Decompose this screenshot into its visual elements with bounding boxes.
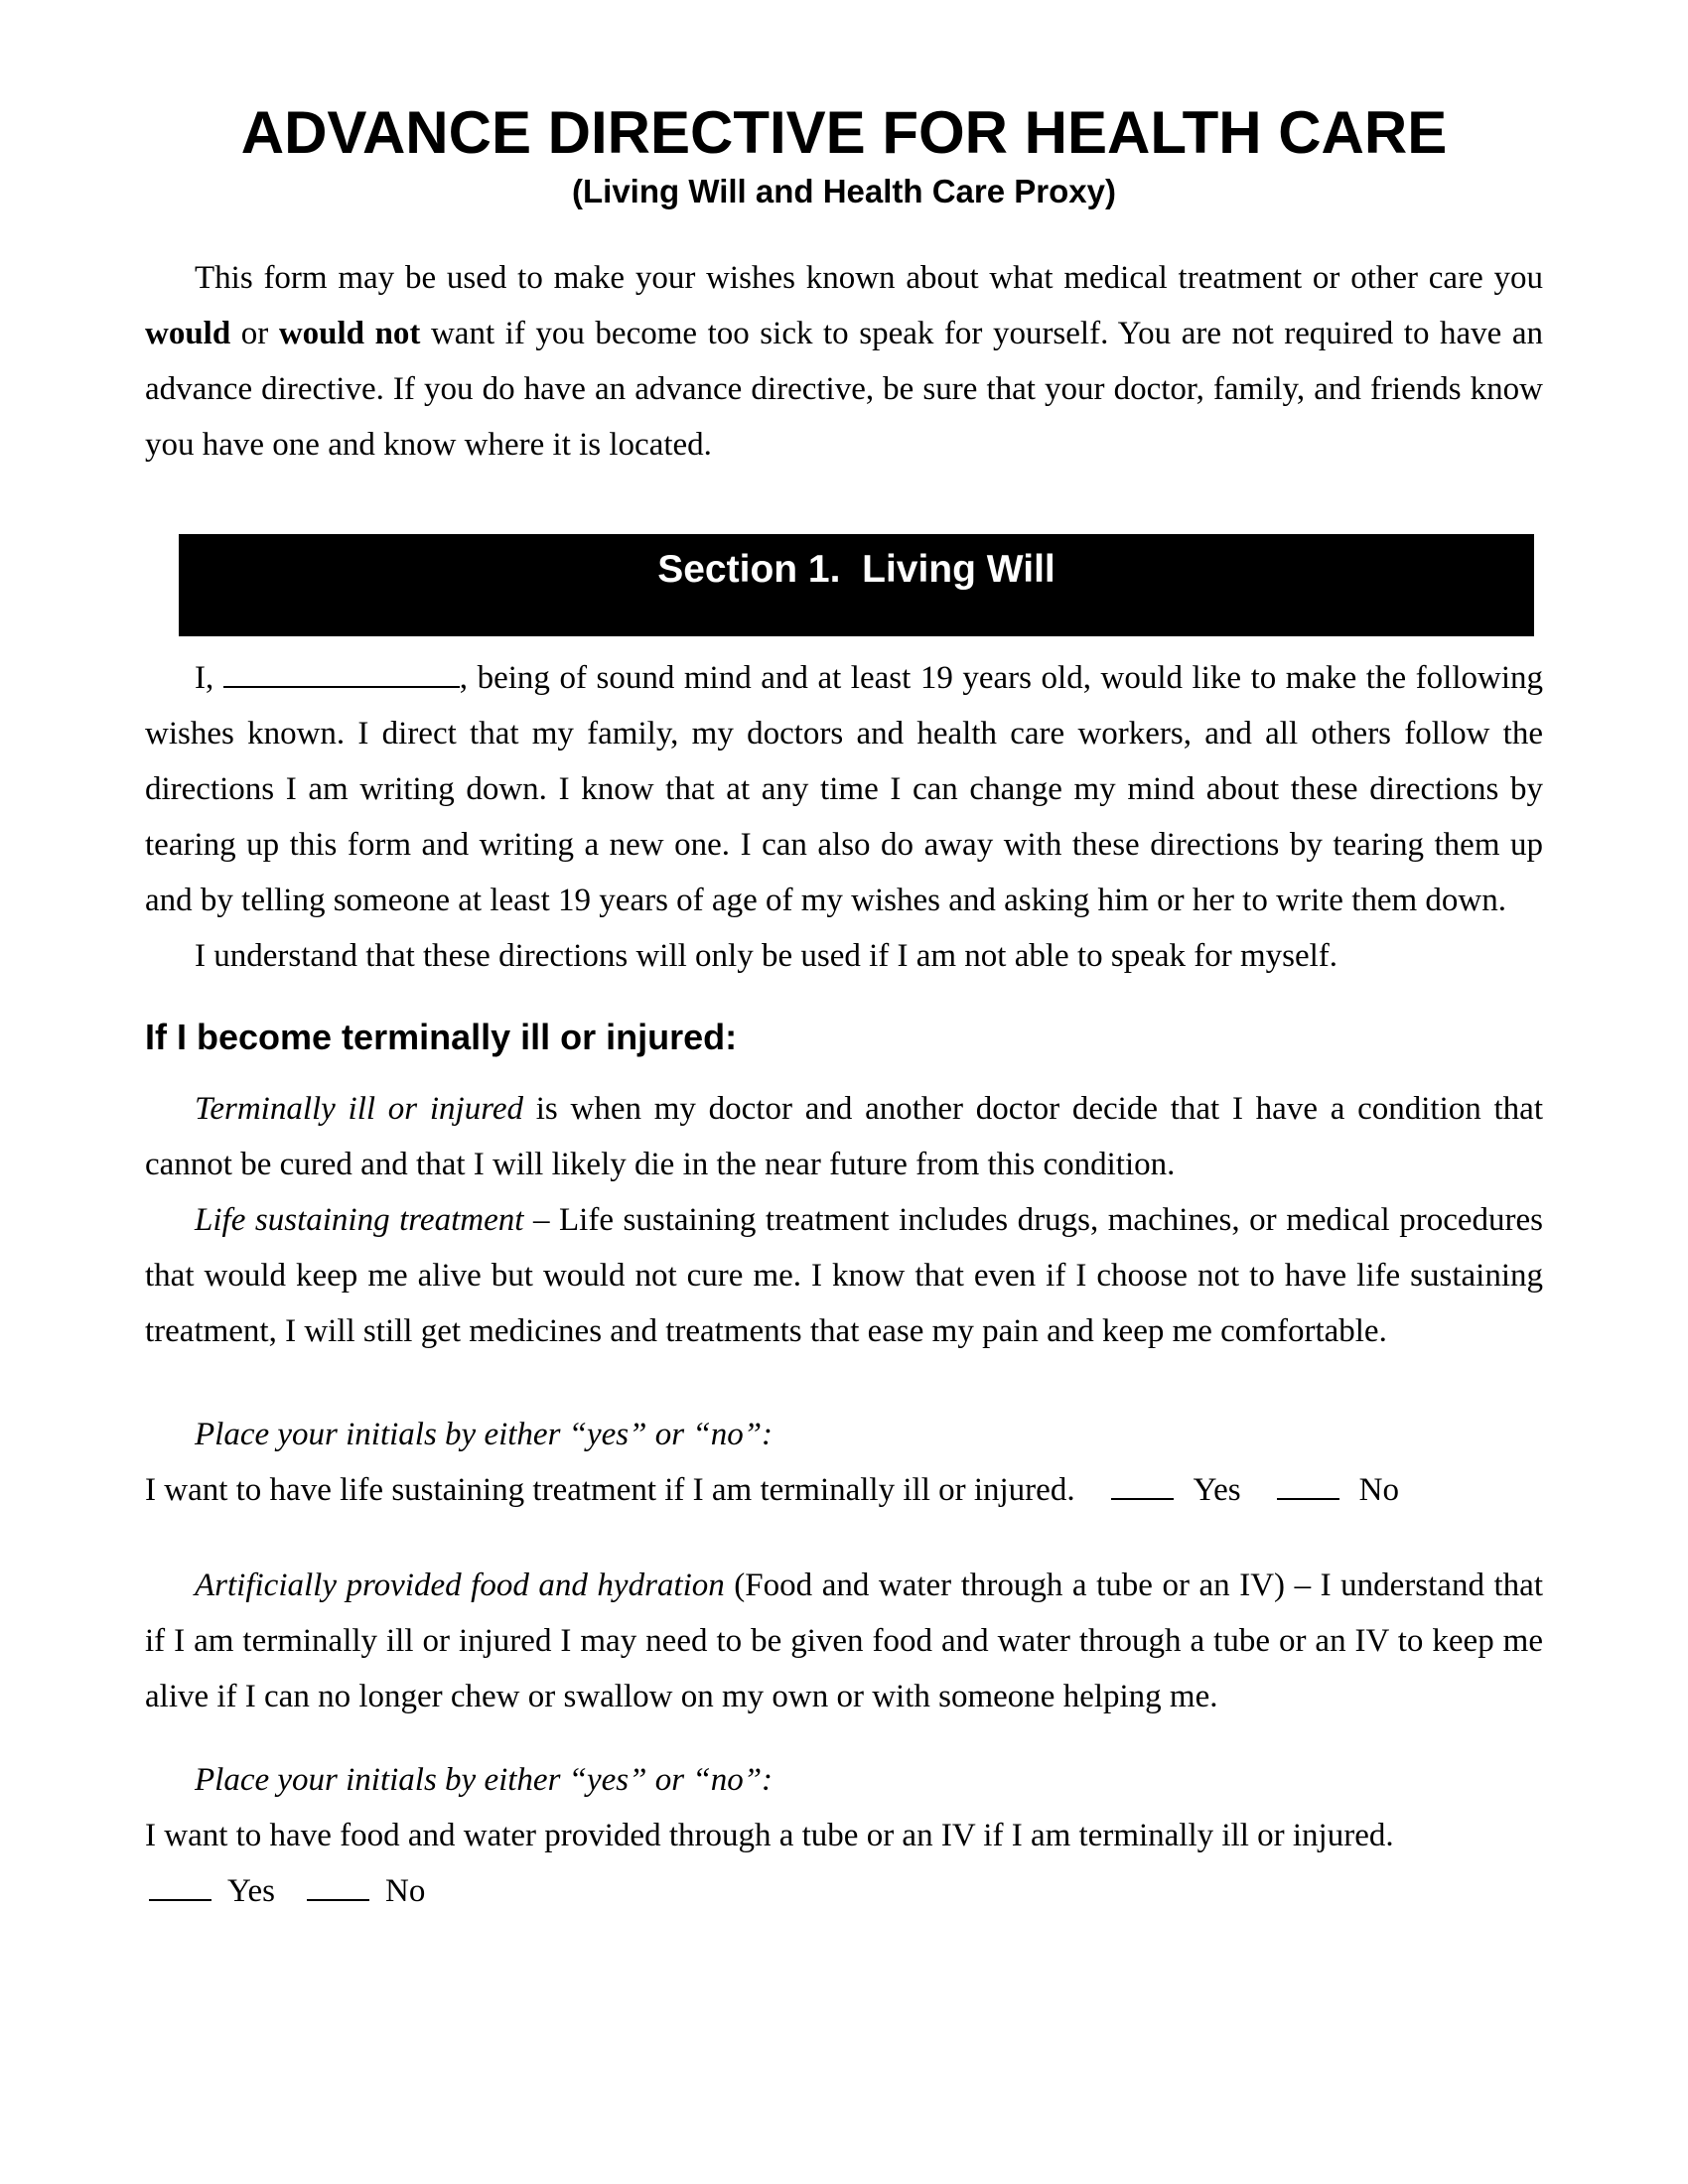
life-sustaining-definition <box>145 1192 1543 1359</box>
q2-no-label: No <box>385 1873 426 1909</box>
terminally-ill-text: is when my doctor and another doctor decide that I have a condition that cannot be cured and that I will likely die in the near future from this condition. <box>145 1091 1543 1182</box>
terminally-ill-heading: If I become terminally ill or injured: <box>145 1017 738 1057</box>
initials-prompt-1 <box>145 1407 1543 1462</box>
intro-text-1: This form may be used to make your wishes known about what medical treatment or other care you <box>195 260 1543 296</box>
terminally-ill-definition <box>145 1081 1543 1192</box>
life-sustaining-text: – Life sustaining treatment includes drugs, machines, or medical procedures that would keep me alive but would not cure me. I know that even if I choose not to have life sustaining treatment, I will still get medicines and treatments that ease my pain and keep me comfortable. <box>145 1202 1543 1349</box>
living-will-opening-paragraph <box>145 650 1543 928</box>
question-food-water-answers <box>145 1863 1543 1919</box>
food-hydration-text: (Food and water through a tube or an IV) – I understand that if I am terminally ill or injured I may need to be given food and water through a tube or an IV to keep me alive if I can no longer chew or swallow on my own or with someone helping me. <box>145 1568 1543 1714</box>
initials-prompt-2-text: Place your initials by either “yes” or “no”: <box>195 1762 774 1798</box>
food-hydration-definition <box>145 1558 1543 1724</box>
q2-yes-label: Yes <box>227 1873 276 1909</box>
q2-initials-blank-no[interactable] <box>307 1871 369 1901</box>
intro-paragraph <box>145 250 1543 473</box>
opening-text-pre: I, <box>195 660 223 696</box>
question-food-water-text: I want to have food and water provided through a tube or an IV if I am terminally ill or injured. <box>145 1818 1394 1853</box>
declarant-name-blank[interactable] <box>223 658 460 688</box>
life-sustaining-term: Life sustaining treatment <box>195 1202 524 1238</box>
opening-text-post: , being of sound mind and at least 19 years old, would like to make the following wishes known. I direct that my family, my doctors and health care workers, and all others follow the directions I am writing down. I know that at any time I can change my mind about these directions by tearing up this form and writing a new one. I can also do away with these directions by tearing them up and by telling someone at least 19 years of age of my wishes and asking him or her to write them down. <box>145 660 1543 918</box>
q1-yes-label: Yes <box>1193 1472 1241 1508</box>
intro-bold-would-not: would not <box>278 316 421 351</box>
intro-text-2: or <box>230 316 279 351</box>
document-subtitle: (Living Will and Health Care Proxy) <box>572 173 1116 209</box>
question-life-sustaining-text: I want to have life sustaining treatment if I am terminally ill or injured. <box>145 1472 1075 1508</box>
q1-no-label: No <box>1358 1472 1399 1508</box>
question-life-sustaining <box>145 1462 1543 1518</box>
understand-paragraph: I understand that these directions will only be used if I am not able to speak for myself. <box>195 938 1338 974</box>
initials-prompt-1-text: Place your initials by either “yes” or “no”: <box>195 1417 774 1452</box>
document-title: ADVANCE DIRECTIVE FOR HEALTH CARE <box>240 99 1448 166</box>
question-food-water <box>145 1808 1543 1863</box>
section1-header-bar <box>179 534 1534 636</box>
initials-prompt-2 <box>145 1752 1543 1808</box>
q2-initials-blank-yes[interactable] <box>149 1871 211 1901</box>
q1-initials-blank-no[interactable] <box>1277 1470 1339 1500</box>
section1-header-title: Section 1. Living Will <box>657 548 1055 591</box>
intro-bold-would: would <box>145 316 231 351</box>
food-hydration-term: Artificially provided food and hydration <box>195 1568 725 1603</box>
terminally-ill-term: Terminally ill or injured <box>195 1091 523 1127</box>
intro-text-3: want if you become too sick to speak for yourself. You are not required to have an advance directive. If you do have an advance directive, be sure that your doctor, family, and friends know you have one and know where it is located. <box>145 316 1543 463</box>
q1-initials-blank-yes[interactable] <box>1111 1470 1174 1500</box>
